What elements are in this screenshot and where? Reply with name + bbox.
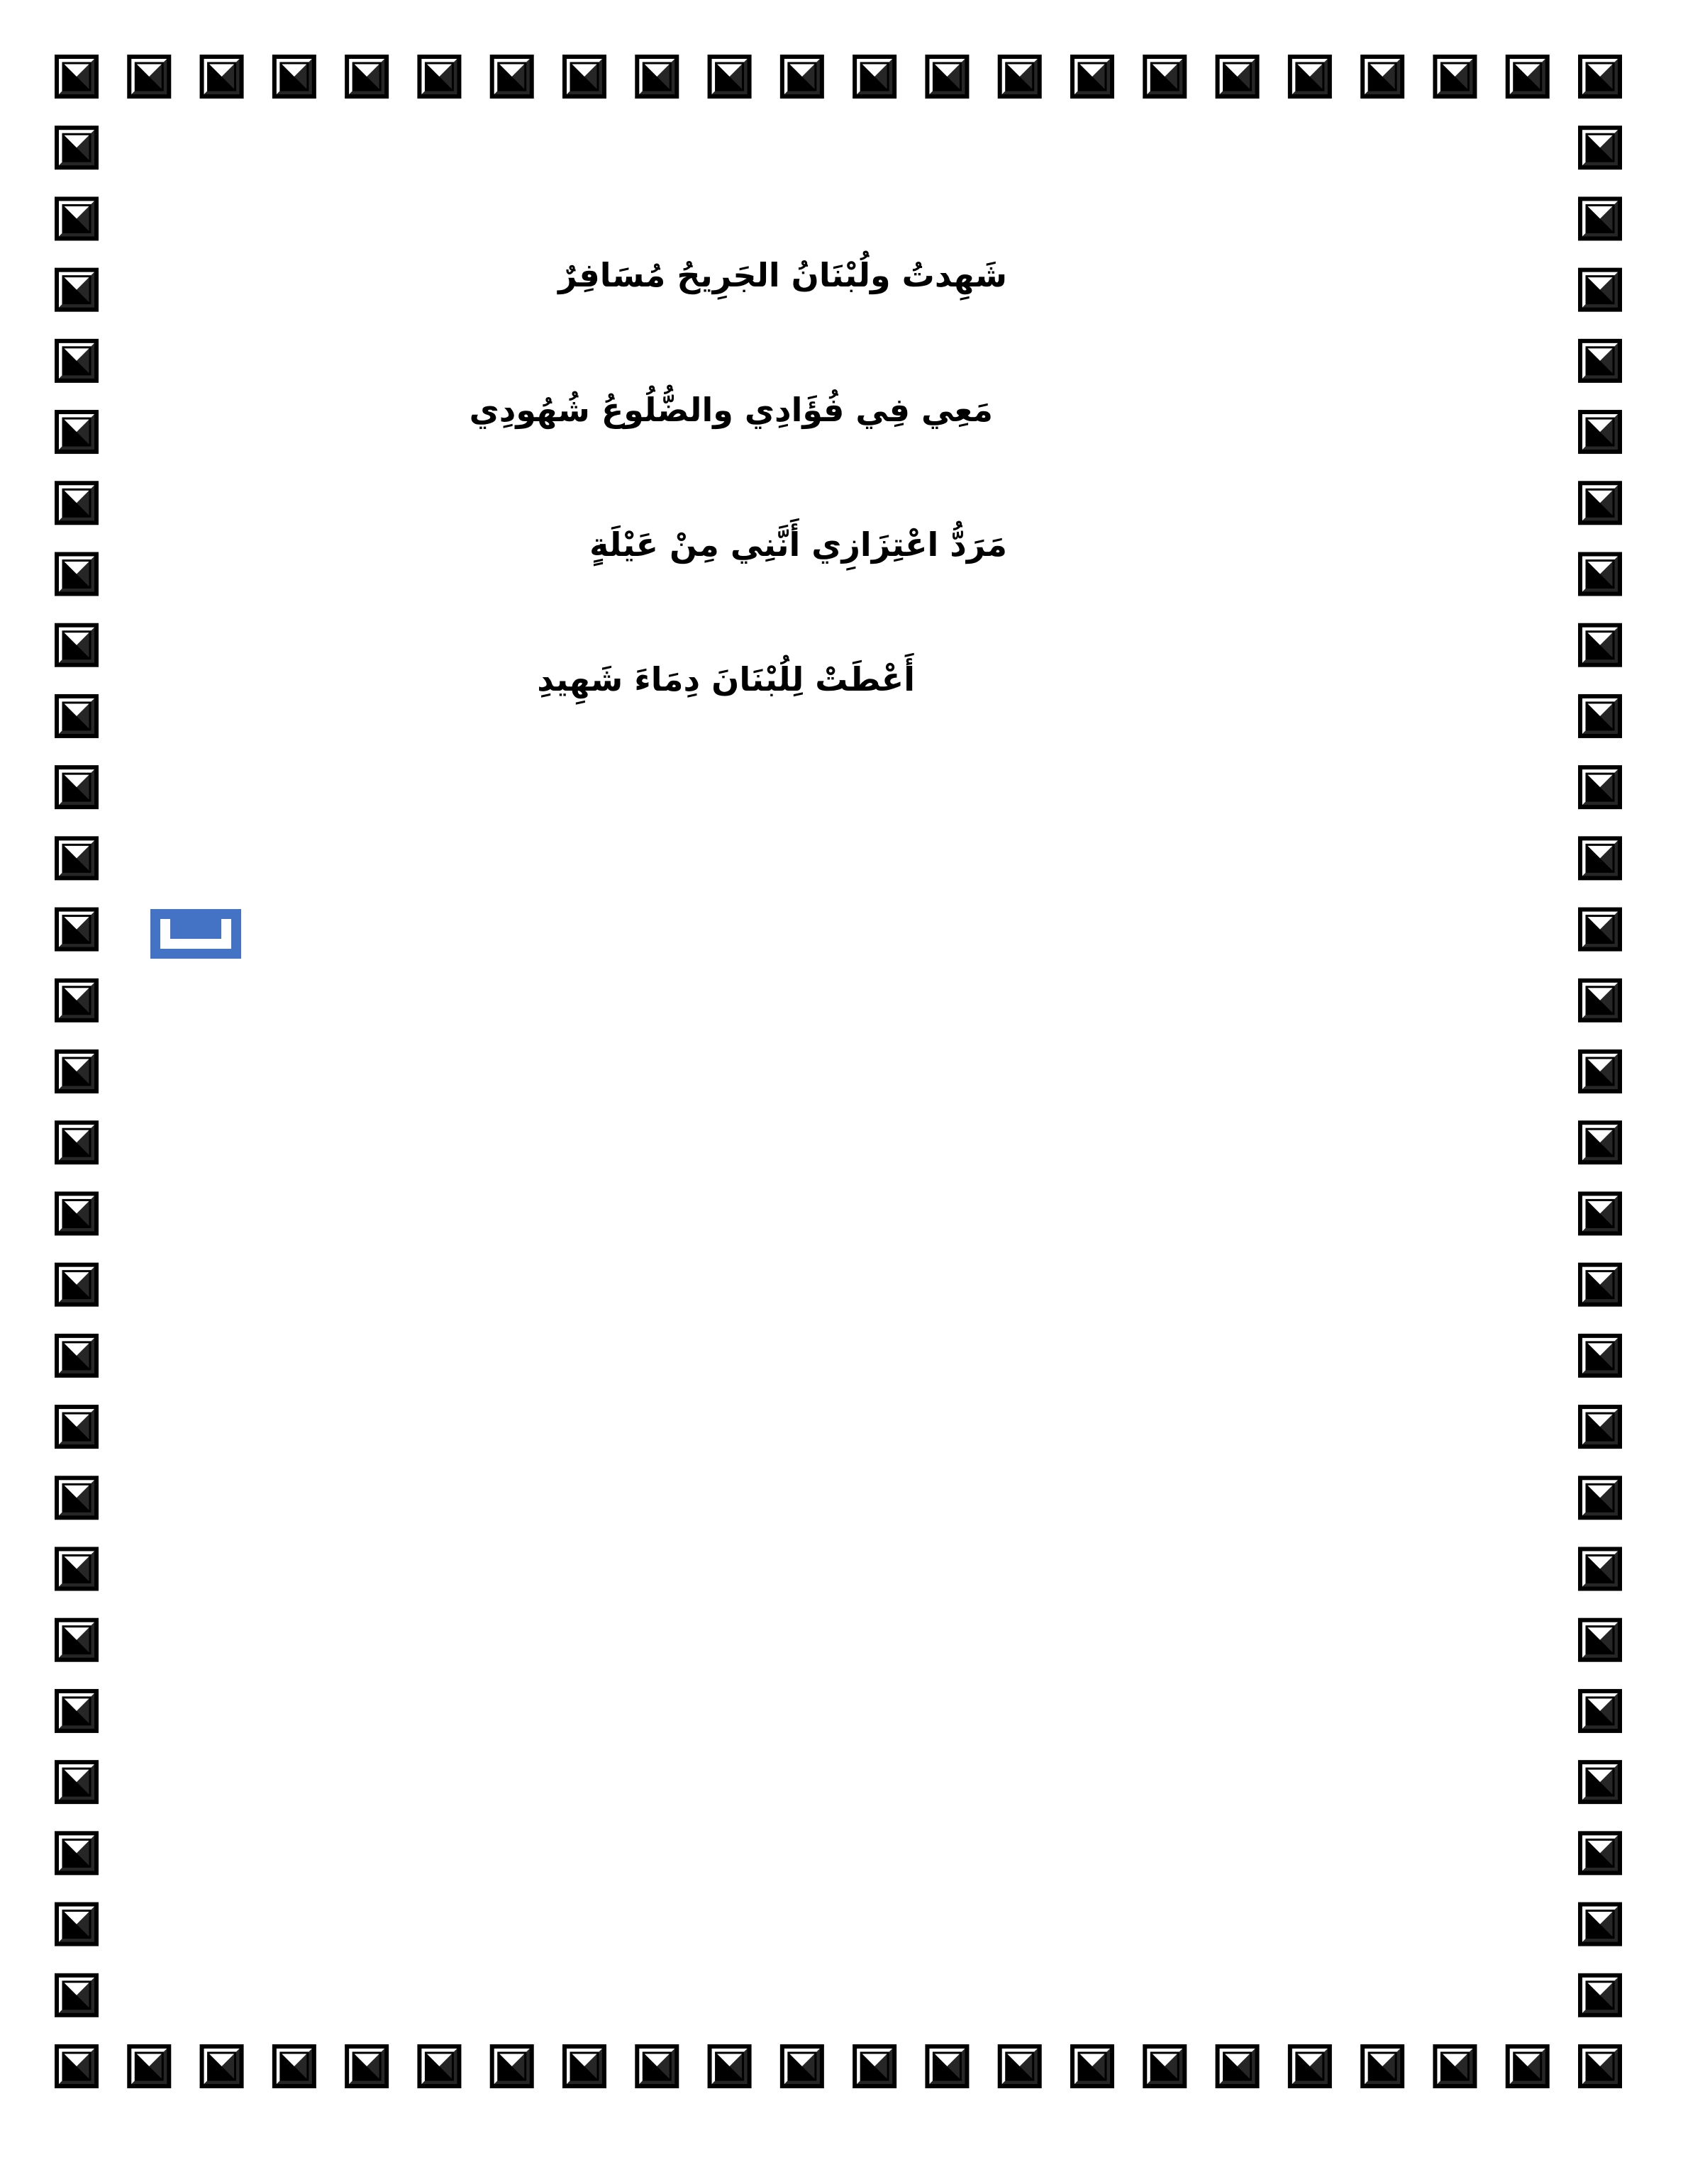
- square-diagonal-triangle-icon: [1580, 1052, 1620, 1091]
- square-diagonal-triangle-icon: [1435, 2046, 1475, 2086]
- poem-verse-2: مَعِي فِي فُؤَادِي والضُّلُوعُ شُهُودِي: [469, 391, 993, 429]
- square-diagonal-triangle-icon: [782, 57, 822, 96]
- square-diagonal-triangle-icon: [57, 1762, 96, 1802]
- square-diagonal-triangle-icon: [57, 1336, 96, 1376]
- square-diagonal-triangle-icon: [57, 483, 96, 523]
- poem-verse-4: أَعْطَتْ لِلُبْنَانَ دِمَاءَ شَهِيدِ: [537, 660, 915, 698]
- square-diagonal-triangle-icon: [57, 1691, 96, 1731]
- square-diagonal-triangle-icon: [274, 57, 314, 96]
- square-diagonal-triangle-icon: [57, 625, 96, 665]
- square-diagonal-triangle-icon: [1362, 57, 1402, 96]
- square-diagonal-triangle-icon: [57, 1193, 96, 1233]
- square-diagonal-triangle-icon: [57, 199, 96, 238]
- square-diagonal-triangle-icon: [57, 981, 96, 1020]
- square-diagonal-triangle-icon: [855, 2046, 894, 2086]
- square-diagonal-triangle-icon: [1362, 2046, 1402, 2086]
- square-diagonal-triangle-icon: [57, 57, 96, 96]
- square-diagonal-triangle-icon: [419, 2046, 459, 2086]
- square-diagonal-triangle-icon: [1580, 341, 1620, 381]
- square-diagonal-triangle-icon: [57, 767, 96, 807]
- square-diagonal-triangle-icon: [1580, 1265, 1620, 1305]
- square-diagonal-triangle-icon: [1580, 1122, 1620, 1162]
- square-diagonal-triangle-icon: [1508, 2046, 1548, 2086]
- square-diagonal-triangle-icon: [1000, 57, 1040, 96]
- square-diagonal-triangle-icon: [57, 838, 96, 878]
- square-diagonal-triangle-icon: [57, 1976, 96, 2015]
- square-diagonal-triangle-icon: [1580, 981, 1620, 1020]
- square-diagonal-triangle-icon: [1508, 57, 1548, 96]
- square-diagonal-triangle-icon: [1580, 1620, 1620, 1660]
- square-diagonal-triangle-icon: [57, 1407, 96, 1447]
- square-diagonal-triangle-icon: [565, 2046, 604, 2086]
- square-diagonal-triangle-icon: [57, 696, 96, 736]
- square-diagonal-triangle-icon: [1580, 270, 1620, 310]
- square-diagonal-triangle-icon: [57, 1833, 96, 1873]
- poem-verse-3: مَرَدُّ اعْتِزَازِي أَنَّنِي مِنْ عَيْلَةٍ: [589, 525, 1007, 564]
- square-diagonal-triangle-icon: [1000, 2046, 1040, 2086]
- square-diagonal-triangle-icon: [57, 412, 96, 452]
- square-diagonal-triangle-icon: [1580, 1478, 1620, 1517]
- square-diagonal-triangle-icon: [1580, 910, 1620, 949]
- square-diagonal-triangle-icon: [202, 2046, 242, 2086]
- square-diagonal-triangle-icon: [129, 57, 169, 96]
- square-diagonal-triangle-icon: [129, 2046, 169, 2086]
- square-diagonal-triangle-icon: [57, 1620, 96, 1660]
- square-diagonal-triangle-icon: [57, 1265, 96, 1305]
- square-diagonal-triangle-icon: [1580, 1762, 1620, 1802]
- square-diagonal-triangle-icon: [710, 2046, 750, 2086]
- square-diagonal-triangle-icon: [1580, 1193, 1620, 1233]
- square-diagonal-triangle-icon: [347, 57, 387, 96]
- square-diagonal-triangle-icon: [57, 555, 96, 594]
- square-diagonal-triangle-icon: [927, 57, 967, 96]
- square-diagonal-triangle-icon: [1580, 625, 1620, 665]
- square-diagonal-triangle-icon: [1580, 1549, 1620, 1589]
- square-diagonal-triangle-icon: [637, 2046, 677, 2086]
- square-diagonal-triangle-icon: [419, 57, 459, 96]
- square-diagonal-triangle-icon: [1580, 1336, 1620, 1376]
- square-diagonal-triangle-icon: [1072, 57, 1112, 96]
- square-diagonal-triangle-icon: [347, 2046, 387, 2086]
- square-diagonal-triangle-icon: [1580, 199, 1620, 238]
- square-diagonal-triangle-icon: [492, 2046, 532, 2086]
- square-diagonal-triangle-icon: [1580, 483, 1620, 523]
- square-diagonal-triangle-icon: [1580, 555, 1620, 594]
- square-diagonal-triangle-icon: [1145, 2046, 1184, 2086]
- square-diagonal-triangle-icon: [57, 341, 96, 381]
- square-diagonal-triangle-icon: [57, 2046, 96, 2086]
- square-diagonal-triangle-icon: [1580, 1407, 1620, 1447]
- square-diagonal-triangle-icon: [57, 910, 96, 949]
- square-diagonal-triangle-icon: [1580, 1905, 1620, 1944]
- square-diagonal-triangle-icon: [1218, 57, 1257, 96]
- square-diagonal-triangle-icon: [1580, 1691, 1620, 1731]
- square-diagonal-triangle-icon: [274, 2046, 314, 2086]
- square-diagonal-triangle-icon: [1290, 2046, 1330, 2086]
- square-diagonal-triangle-icon: [202, 57, 242, 96]
- square-diagonal-triangle-icon: [1580, 767, 1620, 807]
- square-diagonal-triangle-icon: [57, 270, 96, 310]
- square-diagonal-triangle-icon: [1580, 696, 1620, 736]
- square-diagonal-triangle-icon: [1580, 57, 1620, 96]
- square-diagonal-triangle-icon: [855, 57, 894, 96]
- square-diagonal-triangle-icon: [57, 1122, 96, 1162]
- poem-verse-1: شَهِدتُ ولُبْنَانُ الجَرِيحُ مُسَافِرٌ: [558, 256, 1007, 294]
- square-diagonal-triangle-icon: [57, 1905, 96, 1944]
- square-diagonal-triangle-icon: [637, 57, 677, 96]
- bracket-anchor-icon[interactable]: [150, 909, 241, 959]
- square-diagonal-triangle-icon: [1145, 57, 1184, 96]
- square-diagonal-triangle-icon: [1580, 1976, 1620, 2015]
- square-diagonal-triangle-icon: [927, 2046, 967, 2086]
- square-diagonal-triangle-icon: [565, 57, 604, 96]
- square-diagonal-triangle-icon: [1580, 838, 1620, 878]
- square-diagonal-triangle-icon: [57, 128, 96, 167]
- square-diagonal-triangle-icon: [57, 1478, 96, 1517]
- square-diagonal-triangle-icon: [782, 2046, 822, 2086]
- square-diagonal-triangle-icon: [1580, 128, 1620, 167]
- square-diagonal-triangle-icon: [1290, 57, 1330, 96]
- square-diagonal-triangle-icon: [57, 1549, 96, 1589]
- square-diagonal-triangle-icon: [1218, 2046, 1257, 2086]
- square-diagonal-triangle-icon: [57, 1052, 96, 1091]
- square-diagonal-triangle-icon: [1580, 2046, 1620, 2086]
- square-diagonal-triangle-icon: [1580, 412, 1620, 452]
- square-diagonal-triangle-icon: [492, 57, 532, 96]
- square-diagonal-triangle-icon: [710, 57, 750, 96]
- square-diagonal-triangle-icon: [1072, 2046, 1112, 2086]
- square-diagonal-triangle-icon: [1435, 57, 1475, 96]
- square-diagonal-triangle-icon: [1580, 1833, 1620, 1873]
